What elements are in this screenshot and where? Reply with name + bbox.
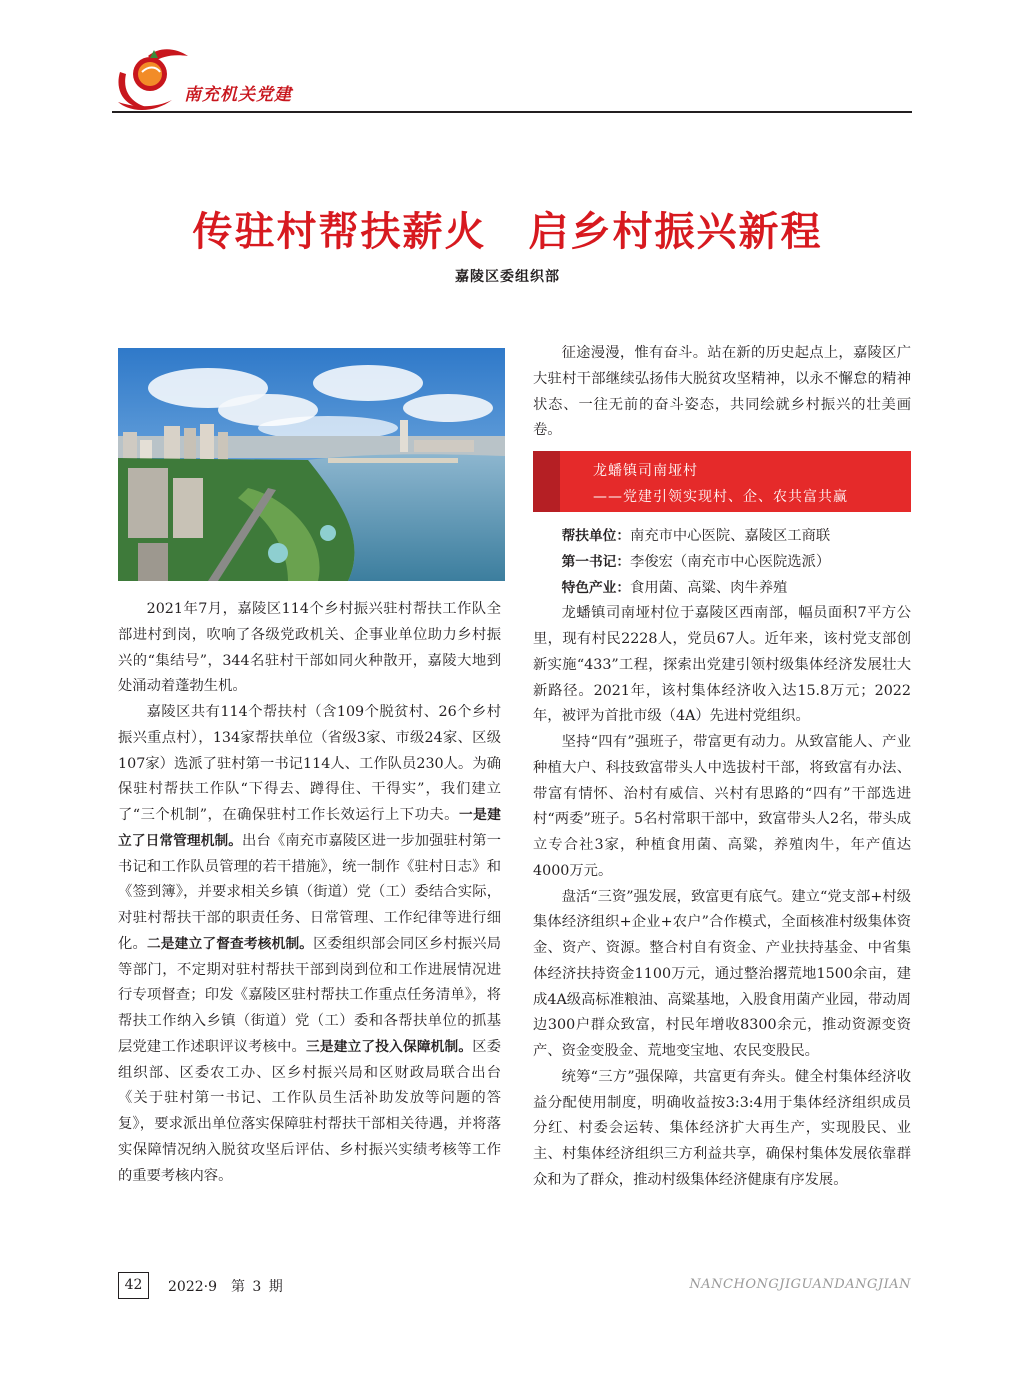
bold-phrase: 三是建立了投入保障机制。	[306, 1038, 473, 1055]
paragraph: 统筹“三方”强保障，共富更有奔头。健全村集体经济收益分配使用制度，明确收益按3:3:4用于集体经济组织成员分红、村委会运转、集体经济扩大再生产，实现股民、业主、村集体经济组织三方利益共享，确保村集体发展依靠群众和为了群众，推动村级集体经济健康有序发展。	[533, 1068, 911, 1188]
fact-row: 帮扶单位：南充市中心医院、嘉陵区工商联	[561, 528, 831, 544]
article-title: 传驻村帮扶薪火 启乡村振兴新程	[192, 208, 823, 255]
fact-row: 特色产业：食用菌、高粱、肉牛养殖	[561, 579, 788, 596]
masthead-logo	[112, 42, 192, 114]
paragraph: 2021年7月，嘉陵区114个乡村振兴驻村帮扶工作队全部进村到岗，吹响了各级党政机关、企事业单位助力乡村振兴的“集结号”，344名驻村干部如同火种散开，嘉陵大地到处涌动着蓬勃生机。	[118, 601, 501, 695]
article-author: 嘉陵区委组织部	[455, 269, 560, 285]
paragraph: 盘活“三资”强发展，致富更有底气。建立“党支部+村级集体经济组织+企业+农户”合作模式，全面核准村级集体资金、资产、资源。整合村自有资金、产业扶持基金、中省集体经济扶持资金1100万元，通过整治撂荒地1500余亩，建成4A级高标准粮油、高粱基地，入股食用菌产业园，带动周边300户群众致富，村民年增收8300余元，推动资源变资产、资金变股金、荒地变宝地、农民变股民。	[533, 888, 911, 1059]
magazine-pinyin: NANCHONGJIGUANDANGJIAN	[689, 1277, 911, 1292]
section-banner-title: 龙蟠镇司南垭村	[593, 463, 698, 479]
right-column-intro	[533, 341, 911, 444]
bold-phrase: 一是建立了日常管理机制。	[118, 807, 501, 849]
section-banner-subtitle: ——党建引领实现村、企、农共富共赢	[593, 489, 848, 505]
paragraph: 龙蟠镇司南垭村位于嘉陵区西南部，幅员面积7平方公里，现有村民2228人，党员67人。近年来，该村党支部创新实施“433”工程，探索出党建引领村级集体经济发展壮大新路径。2021年，该村集体经济收入达15.8万元；2022年，被评为首批市级（4A）先进村党组织。	[533, 605, 911, 725]
issue-info: 2022·9 第 3 期	[168, 1279, 283, 1295]
paragraph: 坚持“四有”强班子，带富更有动力。从致富能人、产业种植大户、科技致富带头人中选拔村干部，将致富有办法、带富有情怀、治村有威信、兴村有思路的“四有”干部选进村“两委”班子。5名村常职干部中，致富带头人2名，带头成立专合社3家，种植食用菌、高粱，养殖肉牛，年产值达4000万元。	[533, 734, 911, 879]
masthead-title: 南充机关党建	[184, 85, 292, 105]
bold-phrase: 二是建立了督查考核机制。	[146, 935, 314, 952]
left-column	[118, 597, 501, 1189]
header-rule	[112, 111, 912, 113]
paragraph: 嘉陵区共有114个帮扶村（含109个脱贫村、26个乡村振兴重点村），134家帮扶单位（省级3家、市级24家、区级107家）选派了驻村第一书记114人、工作队员230人。为确保驻村帮扶工作队“下得去、蹲得住、干得实”，我们建立了“三个机制”，在确保驻村工作长效运行上下功夫。一是建立了日常管理机制。出台《南充市嘉陵区进一步加强驻村第一书记和工作队员管理的若干措施》，统一制作《驻村日志》和《签到簿》，并要求相关乡镇（街道）党（工）委结合实际，对驻村帮扶干部的职责任务、日常管理、工作纪律等进行细化。二是建立了督查考核机制。区委组织部会同区乡村振兴局等部门，不定期对驻村帮扶干部到岗到位和工作进展情况进行专项督查；印发《嘉陵区驻村帮扶工作重点任务清单》，将帮扶工作纳入乡镇（街道）党（工）委和各帮扶单位的抓基层党建工作述职评议考核中。三是建立了投入保障机制。区委组织部、区委农工办、区乡村振兴局和区财政局联合出台《关于驻村第一书记、工作队员生活补助发放等问题的答复》，要求派出单位落实保障驻村帮扶干部相关待遇，并将落实保障情况纳入脱贫攻坚后评估、乡村振兴实绩考核等工作的重要考核内容。	[118, 704, 502, 1184]
city-river-photo	[118, 348, 505, 581]
section-banner-tab	[533, 451, 560, 512]
right-column-body	[533, 524, 911, 1194]
page-number: 42	[118, 1272, 149, 1299]
paragraph: 征途漫漫，惟有奋斗。站在新的历史起点上，嘉陵区广大驻村干部继续弘扬伟大脱贫攻坚精神，以永不懈怠的精神状态、一往无前的奋斗姿态，共同绘就乡村振兴的壮美画卷。	[533, 345, 911, 439]
fact-row: 第一书记：李俊宏（南充市中心医院选派）	[561, 553, 831, 570]
